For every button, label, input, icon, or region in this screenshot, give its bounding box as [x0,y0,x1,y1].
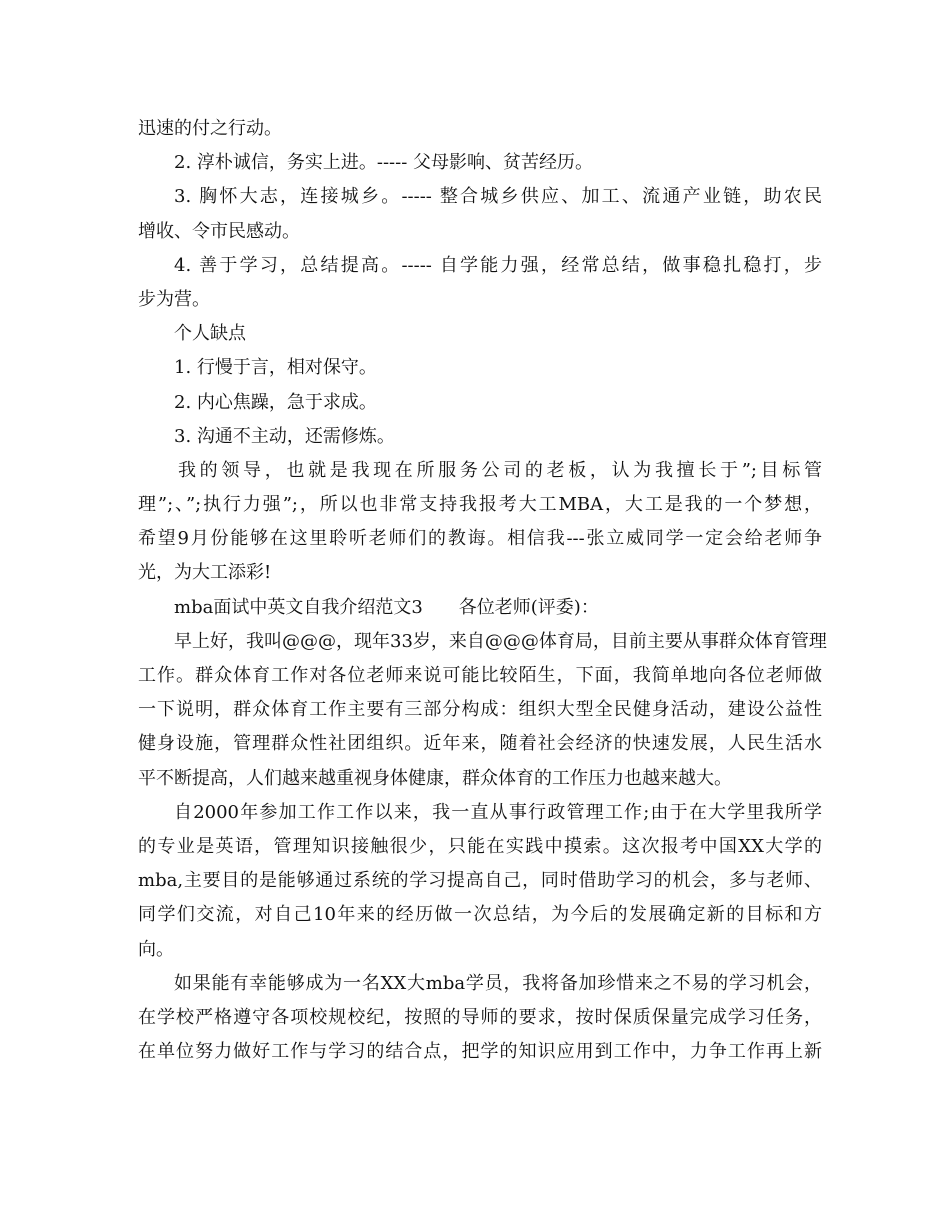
text-line: 步为营。 [138,288,210,310]
salutation: 各位老师(评委)： [458,596,599,618]
section-heading-line [138,591,822,625]
text-line: 增收、令市民感动。 [138,220,300,242]
paragraph-line: 理”;、”;执行力强”;，所以也非常支持我报考大工MBA，大工是我的一个梦想， [138,494,822,516]
paragraph-line: 平不断提高，人们越来越重视身体健康，群众体育的工作压力也越来越大。 [138,767,732,789]
list-item: 1. 行慢于言，相对保守。 [174,357,377,379]
paragraph-line: 健身设施，管理群众性社团组织。近年来，随着社会经济的快速发展，人民生活水 [138,733,822,755]
paragraph-line: 向。 [138,938,174,960]
section-heading: 个人缺点 [174,323,246,345]
paragraph-line: 早上好，我叫@@@，现年33岁，来自@@@体育局，目前主要从事群众体育管理 [174,630,827,652]
paragraph-line: 同学们交流，对自己10年来的经历做一次总结，为今后的发展确定新的目标和方 [138,904,822,926]
paragraph-line: 如果能有幸能够成为一名XX大mba学员，我将备加珍惜来之不易的学习机会， [174,972,822,994]
text-line: 迅速的付之行动。 [138,118,282,139]
paragraph-line: 在单位努力做好工作与学习的结合点，把学的知识应用到工作中，力争工作再上新 [138,1041,822,1063]
paragraph-line: 光，为大工添彩! [138,562,272,584]
list-item: 3. 胸怀大志，连接城乡。----- 整合城乡供应、加工、流通产业链，助农民 [174,186,822,208]
list-item: 3. 沟通不主动，还需修炼。 [174,425,395,447]
list-item: 4. 善于学习，总结提高。----- 自学能力强，经常总结，做事稳扎稳打，步 [174,254,822,276]
list-item: 2. 内心焦躁，急于求成。 [174,391,377,413]
section-title: mba面试中英文自我介绍范文3 [174,596,423,618]
paragraph-line: 希望9月份能够在这里聆听老师们的教诲。相信我---张立威同学一定会给老师争 [138,528,822,550]
paragraph-line: 我的领导，也就是我现在所服务公司的老板，认为我擅长于”;目标管 [178,459,822,481]
paragraph-line: 的专业是英语，管理知识接触很少，只能在实践中摸索。这次报考中国XX大学的 [138,835,822,857]
paragraph-line: 工作。群众体育工作对各位老师来说可能比较陌生，下面，我简单地向各位老师做 [138,665,822,686]
document-body [138,112,827,1069]
paragraph-line: mba,主要目的是能够通过系统的学习提高自己，同时借助学习的机会，多与老师、 [138,870,822,892]
paragraph-line: 自2000年参加工作工作以来，我一直从事行政管理工作;由于在大学里我所学 [174,801,822,823]
list-item: 2. 淳朴诚信，务实上进。----- 父母影响、贫苦经历。 [174,152,594,174]
paragraph-line: 一下说明，群众体育工作主要有三部分构成：组织大型全民健身活动，建设公益性 [138,699,822,721]
paragraph-line: 在学校严格遵守各项校规校纪，按照的导师的要求，按时保质保量完成学习任务， [138,1006,822,1028]
